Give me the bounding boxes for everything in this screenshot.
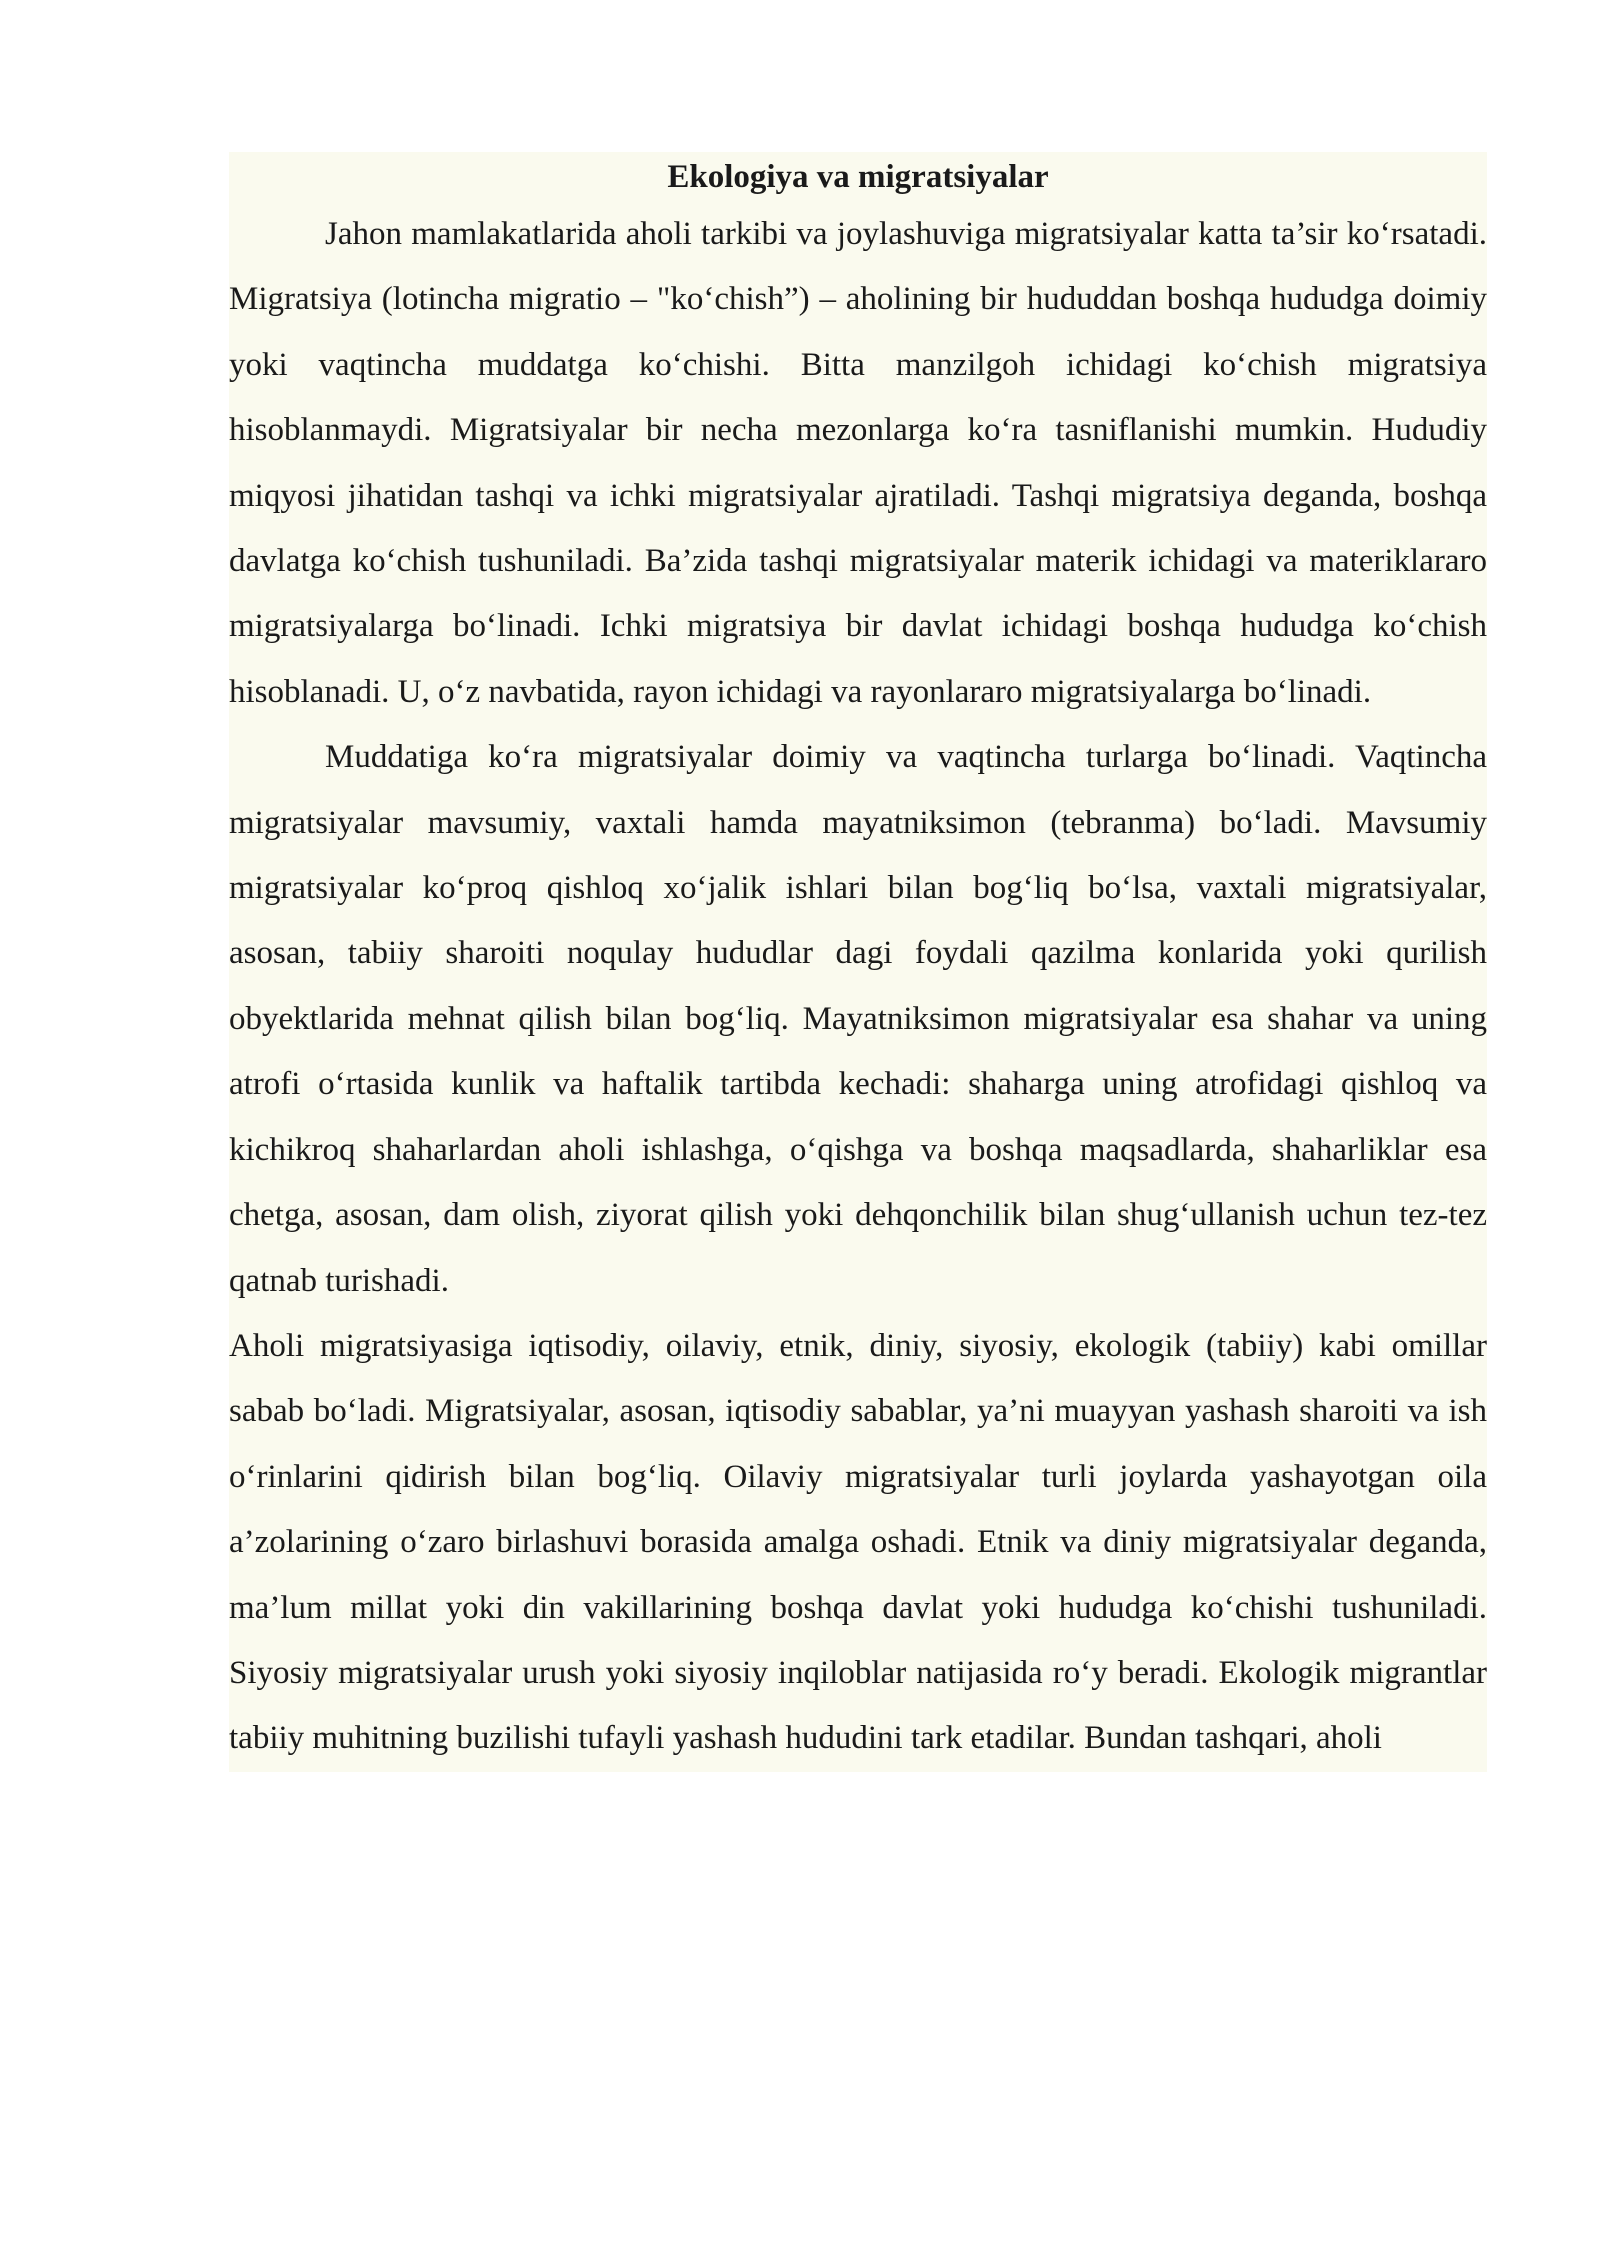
paragraph-migration-causes: Aholi migratsiyasiga iqtisodiy, oilaviy, etnik, diniy, siyosiy, ekologik (tabiiy) kabi omillar sabab bo‘ladi. Migratsiyalar, asosan, iqtisodiy sabablar, ya’ni muayyan yashash sharoiti va ish o‘rinlarini qidirish bilan bog‘liq. Oilaviy migratsiyalar turli joylarda yashayotgan oila a’zolarining o‘zaro birlashuvi borasida amalga oshadi. Etnik va diniy migratsiyalar deganda, ma’lum millat yoki din vakillarining boshqa davlat yoki hududga ko‘chishi tushuniladi. Siyosiy migratsiyalar urush yoki siyosiy inqiloblar natijasida ro‘y beradi. Ekologik migrantlar tabiiy muhitning buzilishi tufayli yashash hududini tark etadilar. Bundan tashqari, aholi	[229, 1327, 1487, 1757]
document-title: Ekologiya va migratsiyalar	[667, 159, 1049, 195]
highlighted-text-block	[229, 152, 1487, 1772]
paragraph-migration-duration: Muddatiga ko‘ra migratsiyalar doimiy va vaqtincha turlarga bo‘linadi. Vaqtincha migratsiyalar mavsumiy, vaxtali hamda mayatniksimon (tebranma) bo‘ladi. Mavsumiy migratsiyalar ko‘proq qishloq xo‘jalik ishlari bilan bog‘liq bo‘lsa, vaxtali migratsiyalar, asosan, tabiiy sharoiti noqulay hududlar dagi foydali qazilma konlarida yoki qurilish obyektlarida mehnat qilish bilan bog‘liq. Mayatniksimon migratsiyalar esa shahar va uning atrofi o‘rtasida kunlik va haftalik tartibda kechadi: shaharga uning atrofidagi qishloq va kichikroq shaharlardan aholi ishlashga, o‘qishga va boshqa maqsadlarda, shaharliklar esa chetga, asosan, dam olish, ziyorat qilish yoki dehqonchilik bilan shug‘ullanish uchun tez-tez qatnab turishadi.	[229, 739, 1487, 1299]
paragraph-migration-definition: Jahon mamlakatlarida aholi tarkibi va joylashuviga migratsiyalar katta ta’sir ko‘rsatadi. Migratsiya (lotincha migratio – "ko‘chish”) – aholining bir hududdan boshqa hududga doimiy yoki vaqtincha muddatga ko‘chishi. Bitta manzilgoh ichidagi ko‘chish migratsiya hisoblanmaydi. Migratsiyalar bir necha mezonlarga ko‘ra tasniflanishi mumkin. Hududiy miqyosi jihatidan tashqi va ichki migratsiyalar ajratiladi. Tashqi migratsiya deganda, boshqa davlatga ko‘chish tushuniladi. Ba’zida tashqi migratsiyalar materik ichidagi va materiklararo migratsiyalarga bo‘linadi. Ichki migratsiya bir davlat ichidagi boshqa hududga ko‘chish hisoblanadi. U, o‘z navbatida, rayon ichidagi va rayonlararo migratsiyalarga bo‘linadi.	[229, 216, 1487, 710]
